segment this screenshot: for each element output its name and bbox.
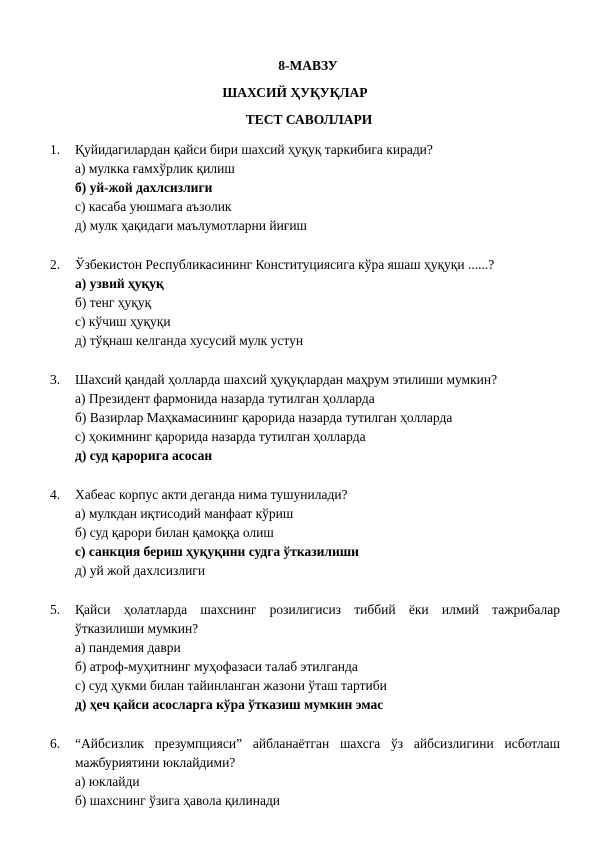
answer-option: с) касаба уюшмага аъзолик [75,199,232,214]
option-list [75,772,560,810]
question-item [50,734,560,810]
question-text: Қайси ҳолатларда шахснинг розилигисиз тиббий ёки илмий тажрибалар ўтказилиши мумкин? [75,602,560,636]
answer-option-correct: б) уй-жой дахлсизлиги [75,180,213,195]
answer-option: д) уй жой дахлсизлиги [75,563,206,578]
answer-option: с) суд ҳукми билан тайинланган жазони ўташ тартиби [75,678,387,693]
answer-option: с) ҳокимнинг қарорида назарда тутилган ҳолларда [75,429,366,444]
question-text: “Айбсизлик презумпцияси” айбланаётган шахсга ўз айбсизлигини исботлаш мажбуриятини юклайдими? [75,736,560,770]
answer-option: а) пандемия даври [75,640,181,655]
option-list [75,159,560,235]
answer-option: с) кўчиш ҳуқуқи [75,314,171,329]
question-list [0,140,596,830]
question-number: 6. [50,736,61,751]
answer-option: а) мулкдан иқтисодий манфаат кўриш [75,506,294,521]
question-item [50,140,560,235]
option-list [75,638,560,714]
question-number: 4. [50,487,61,502]
answer-option: б) атроф-муҳитнинг муҳофазаси талаб этилганда [75,659,358,674]
topic-heading: 8-МАВЗУ [278,58,338,73]
answer-option: д) тўқнаш келганда хусусий мулк устун [75,333,304,348]
question-item [50,370,560,465]
question-number: 1. [50,142,61,157]
option-list [75,274,560,350]
test-questions-heading: ТЕСТ САВОЛЛАРИ [245,112,373,127]
question-text: Ўзбекистон Республикасининг Конституциясига кўра яшаш ҳуқуқи ......? [75,257,495,272]
answer-option: а) Президент фармонида назарда тутилган ҳолларда [75,391,375,406]
answer-option-correct: д) суд қарорига асосан [75,448,213,463]
answer-option: б) шахснинг ўзига ҳавола қилинади [75,793,281,808]
page-title: ШАХСИЙ ҲУҚУҚЛАР [222,85,368,100]
question-number: 2. [50,257,61,272]
answer-option: б) суд қарори билан қамоққа олиш [75,525,274,540]
question-text: Қуйидагилардан қайси бири шахсий ҳуқуқ таркибига киради? [75,142,433,157]
question-text: Хабеас корпус акти деганда нима тушунилади? [75,487,348,502]
question-text: Шахсий қандай ҳолларда шахсий ҳуқуқлардан маҳрум этилиши мумкин? [75,372,498,387]
question-item [50,485,560,580]
answer-option: а) мулкка ғамхўрлик қилиш [75,161,235,176]
question-number: 3. [50,372,61,387]
question-item [50,255,560,350]
answer-option-correct: с) санкция бериш ҳуқуқини судга ўтказилиши [75,544,359,559]
answer-option: б) тенг ҳуқуқ [75,295,152,310]
answer-option: а) юклайди [75,774,140,789]
question-number: 5. [50,602,61,617]
question-item [50,600,560,714]
option-list [75,504,560,580]
answer-option-correct: а) узвий ҳуқуқ [75,276,164,291]
answer-option: д) мулк ҳақидаги маълумотларни йиғиш [75,218,307,233]
answer-option-correct: д) ҳеч қайси асосларга кўра ўтказиш мумкин эмас [75,697,384,712]
option-list [75,389,560,465]
answer-option: б) Вазирлар Маҳкамасининг қарорида назарда тутилган ҳолларда [75,410,453,425]
